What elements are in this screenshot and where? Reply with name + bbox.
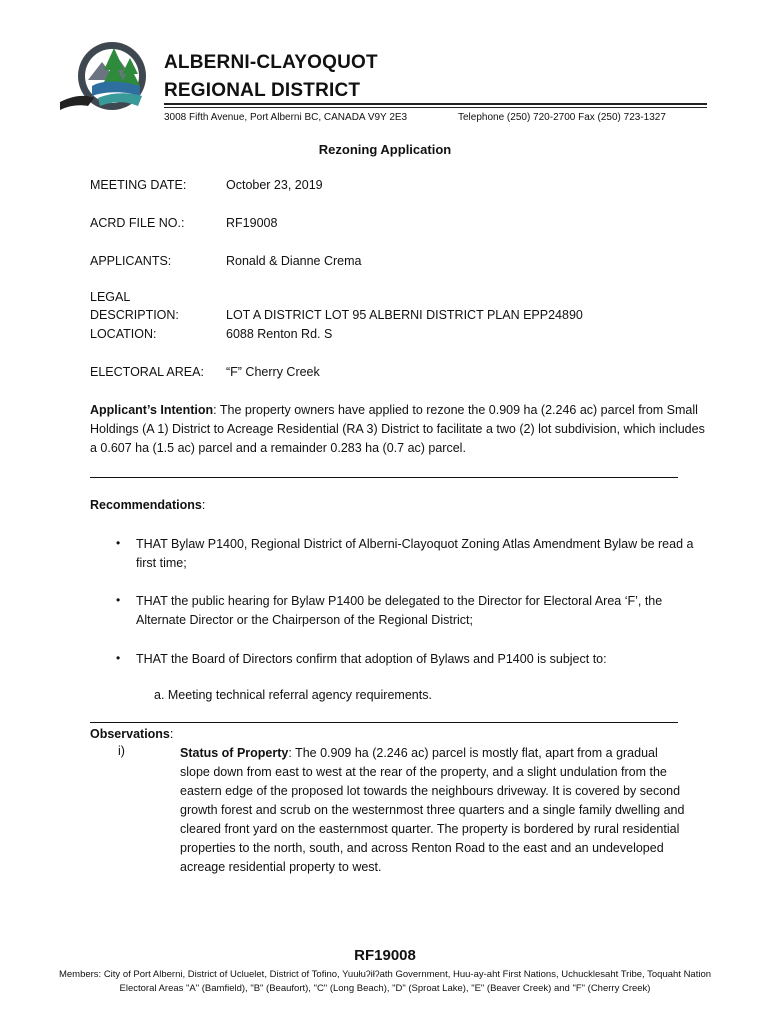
meeting-date-label: MEETING DATE:: [90, 178, 187, 192]
applicants-label: APPLICANTS:: [90, 254, 172, 268]
logo-graphic: [58, 40, 154, 120]
applicant-intention: [90, 401, 710, 458]
org-name-line2: REGIONAL DISTRICT: [164, 80, 361, 101]
observation-heading: Status of Property: [180, 746, 289, 760]
org-phone-fax: Telephone (250) 720-2700 Fax (250) 723-1327: [458, 112, 666, 123]
acrd-logo: [58, 40, 154, 120]
observations-colon: :: [169, 727, 174, 741]
observations-heading: [90, 725, 710, 744]
header-rule-thin: [164, 107, 707, 108]
observations-label: Observations: [90, 727, 170, 741]
observation-number: i): [118, 744, 125, 758]
description-value: LOT A DISTRICT LOT 95 ALBERNI DISTRICT PLAN EPP24890: [226, 308, 583, 322]
intention-heading: Applicant’s Intention: [90, 403, 214, 417]
org-name-line1: ALBERNI-CLAYOQUOT: [164, 52, 378, 73]
legal-label: LEGAL: [90, 290, 131, 304]
recommendation-sub-item: a. Meeting technical referral agency requirements.: [154, 688, 432, 702]
bullet-icon: •: [116, 593, 121, 607]
file-no-value: RF19008: [226, 216, 278, 230]
members-line-2: Electoral Areas "A" (Bamfield), "B" (Beaufort), "C" (Long Beach), "D" (Sproat Lake), "E" (Beaver Creek) and "F" (Cherry Creek): [119, 983, 651, 994]
location-label: LOCATION:: [90, 327, 157, 341]
recommendation-item: THAT the public hearing for Bylaw P1400 be delegated to the Director for Electoral Area ‘F’, the Alternate Director or the Chairperson of the Regional District;: [136, 594, 663, 627]
header-rule-thick: [164, 103, 707, 105]
electoral-area-value: “F” Cherry Creek: [226, 365, 320, 379]
members-line-1: Members: City of Port Alberni, District of Ucluelet, District of Tofino, Yuułuʔiłʔath Government, Huu-ay-aht First Nations, Uchucklesaht Tribe, Toquaht Nation: [58, 969, 712, 980]
meeting-date-value: October 23, 2019: [226, 178, 323, 192]
file-no-label: ACRD FILE NO.:: [90, 216, 185, 230]
electoral-area-label: ELECTORAL AREA:: [90, 365, 204, 379]
org-address: 3008 Fifth Avenue, Port Alberni BC, CANADA V9Y 2E3: [164, 112, 408, 123]
bullet-icon: •: [116, 536, 121, 550]
recommendation-item: THAT Bylaw P1400, Regional District of Alberni-Clayoquot Zoning Atlas Amendment Bylaw be read a first time;: [136, 537, 694, 570]
section-divider: [90, 722, 678, 723]
recommendations-label: Recommendations: [90, 498, 202, 512]
observation-text: : The 0.909 ha (2.246 ac) parcel is mostly flat, apart from a gradual slope down from east to west at the rear of the property, and a slight undulation from the eastern edge of the proposed lot towards the neighbours driveway. It is covered by second growth forest and scrub on the westernmost three quarters and a single family dwelling and cleared front yard on the easternmost quarter. The property is bordered by rural residential properties to the north, south, and across Renton Road to the east and an undeveloped acreage residential property to west.: [180, 746, 685, 874]
description-label: DESCRIPTION:: [90, 308, 179, 322]
footer-members: [0, 968, 770, 996]
recommendations-colon: :: [201, 498, 206, 512]
recommendation-item: THAT the Board of Directors confirm that adoption of Bylaws and P1400 is subject to:: [136, 652, 607, 666]
section-divider: [90, 477, 678, 478]
footer-file-id: RF19008: [354, 947, 416, 964]
document-title: Rezoning Application: [318, 142, 452, 157]
recommendations-heading: [90, 496, 710, 515]
bullet-icon: •: [116, 651, 121, 665]
observation-status-of-property: [180, 744, 690, 877]
applicants-value: Ronald & Dianne Crema: [226, 254, 362, 268]
intention-text: : The property owners have applied to rezone the 0.909 ha (2.246 ac) parcel from Small Holdings (A 1) District to Acreage Residential (RA 3) District to facilitate a two (2) lot subdivision, which includes a 0.607 ha (1.5 ac) parcel and a remainder 0.283 ha (0.7 ac) parcel.: [90, 403, 705, 455]
location-value: 6088 Renton Rd. S: [226, 327, 333, 341]
